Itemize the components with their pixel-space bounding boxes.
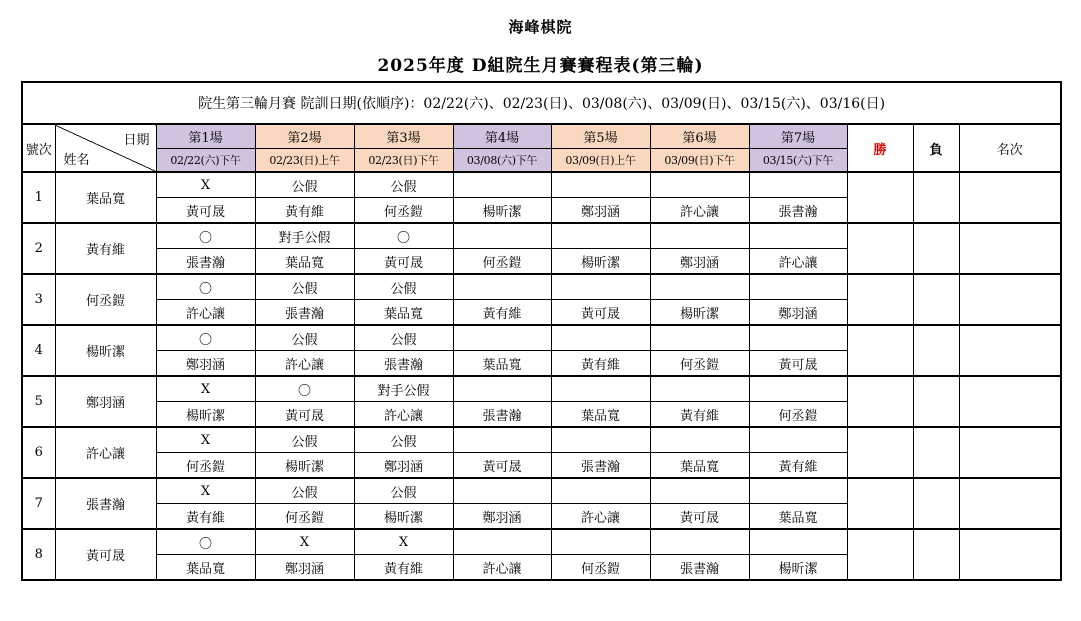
win-count-cell bbox=[847, 274, 913, 325]
result-cell: X bbox=[354, 529, 453, 555]
date-label: 日期 bbox=[123, 133, 150, 148]
player-number: 4 bbox=[22, 325, 55, 376]
opponent-cell: 張書瀚 bbox=[354, 351, 453, 377]
loss-count-cell bbox=[913, 427, 959, 478]
opponent-cell: 何丞鎧 bbox=[650, 351, 749, 377]
result-cell: 公假 bbox=[255, 325, 354, 351]
result-cell bbox=[453, 274, 551, 300]
result-cell bbox=[650, 172, 749, 198]
opponent-cell: 黃有維 bbox=[453, 300, 551, 326]
loss-count-cell bbox=[913, 223, 959, 274]
opponent-cell: 何丞鎧 bbox=[551, 555, 650, 581]
opponent-cell: 何丞鎧 bbox=[255, 504, 354, 530]
rank-cell bbox=[959, 172, 1061, 223]
player-row bbox=[22, 427, 1061, 453]
player-number: 3 bbox=[22, 274, 55, 325]
opponent-cell: 許心讓 bbox=[354, 402, 453, 428]
date-name-corner-header bbox=[55, 124, 156, 172]
opponent-cell: 黃可晟 bbox=[749, 351, 847, 377]
opponent-cell: 鄭羽涵 bbox=[156, 351, 255, 377]
player-name: 黃有維 bbox=[55, 223, 156, 274]
player-row bbox=[22, 478, 1061, 504]
result-cell bbox=[749, 427, 847, 453]
round-date-2: 02/23(日)上午 bbox=[255, 149, 354, 173]
win-count-cell bbox=[847, 325, 913, 376]
opponent-cell: 楊昕潔 bbox=[156, 402, 255, 428]
result-cell: 〇 bbox=[156, 223, 255, 249]
loss-count-cell bbox=[913, 325, 959, 376]
round-date-3: 02/23(日)下午 bbox=[354, 149, 453, 173]
opponent-cell: 葉品寬 bbox=[255, 249, 354, 275]
opponent-cell: 楊昕潔 bbox=[551, 249, 650, 275]
result-cell: X bbox=[156, 172, 255, 198]
opponent-cell: 楊昕潔 bbox=[453, 198, 551, 224]
round-header-4: 第4場 bbox=[453, 124, 551, 149]
opponent-cell: 鄭羽涵 bbox=[453, 504, 551, 530]
loss-count-cell bbox=[913, 478, 959, 529]
player-row bbox=[22, 376, 1061, 402]
result-cell bbox=[551, 478, 650, 504]
win-count-cell bbox=[847, 478, 913, 529]
result-cell bbox=[749, 274, 847, 300]
opponent-cell: 葉品寬 bbox=[650, 453, 749, 479]
rank-cell bbox=[959, 325, 1061, 376]
result-cell: 公假 bbox=[354, 325, 453, 351]
round-header-1: 第1場 bbox=[156, 124, 255, 149]
win-count-cell bbox=[847, 376, 913, 427]
result-cell bbox=[551, 529, 650, 555]
opponent-cell: 張書瀚 bbox=[453, 402, 551, 428]
opponent-cell: 黃有維 bbox=[354, 555, 453, 581]
opponent-cell: 葉品寬 bbox=[551, 402, 650, 428]
rank-column-header: 名次 bbox=[959, 124, 1061, 172]
result-cell bbox=[650, 427, 749, 453]
round-date-6: 03/09(日)下午 bbox=[650, 149, 749, 173]
result-cell bbox=[749, 172, 847, 198]
opponent-cell: 楊昕潔 bbox=[354, 504, 453, 530]
schedule-table bbox=[21, 81, 1062, 581]
player-name: 何丞鎧 bbox=[55, 274, 156, 325]
player-name: 張書瀚 bbox=[55, 478, 156, 529]
result-cell: 對手公假 bbox=[255, 223, 354, 249]
loss-column-header: 負 bbox=[913, 124, 959, 172]
opponent-cell: 何丞鎧 bbox=[749, 402, 847, 428]
result-cell bbox=[453, 478, 551, 504]
opponent-cell: 張書瀚 bbox=[749, 198, 847, 224]
opponent-cell: 鄭羽涵 bbox=[551, 198, 650, 224]
opponent-cell: 葉品寬 bbox=[156, 555, 255, 581]
opponent-cell: 葉品寬 bbox=[749, 504, 847, 530]
result-cell: 公假 bbox=[255, 427, 354, 453]
rank-cell bbox=[959, 529, 1061, 580]
opponent-cell: 鄭羽涵 bbox=[255, 555, 354, 581]
round-header-3: 第3場 bbox=[354, 124, 453, 149]
win-count-cell bbox=[847, 529, 913, 580]
result-cell: 公假 bbox=[255, 172, 354, 198]
player-name: 楊昕潔 bbox=[55, 325, 156, 376]
loss-count-cell bbox=[913, 529, 959, 580]
opponent-cell: 許心讓 bbox=[453, 555, 551, 581]
player-row bbox=[22, 274, 1061, 300]
round-header-6: 第6場 bbox=[650, 124, 749, 149]
opponent-cell: 何丞鎧 bbox=[453, 249, 551, 275]
schedule-title: 2025年度 D組院生月賽賽程表(第三輪) bbox=[377, 56, 704, 76]
result-cell bbox=[650, 376, 749, 402]
round-date-1: 02/22(六)下午 bbox=[156, 149, 255, 173]
win-count-cell bbox=[847, 427, 913, 478]
win-count-cell bbox=[847, 223, 913, 274]
opponent-cell: 黃有維 bbox=[749, 453, 847, 479]
rank-cell bbox=[959, 427, 1061, 478]
player-number: 2 bbox=[22, 223, 55, 274]
opponent-cell: 何丞鎧 bbox=[354, 198, 453, 224]
result-cell bbox=[749, 223, 847, 249]
rank-cell bbox=[959, 376, 1061, 427]
result-cell: 公假 bbox=[354, 172, 453, 198]
round-header-2: 第2場 bbox=[255, 124, 354, 149]
loss-count-cell bbox=[913, 376, 959, 427]
opponent-cell: 黃有維 bbox=[255, 198, 354, 224]
player-number: 8 bbox=[22, 529, 55, 580]
opponent-cell: 許心讓 bbox=[156, 300, 255, 326]
round-header-7: 第7場 bbox=[749, 124, 847, 149]
opponent-cell: 楊昕潔 bbox=[650, 300, 749, 326]
rank-cell bbox=[959, 478, 1061, 529]
result-cell: X bbox=[156, 478, 255, 504]
opponent-cell: 黃可晟 bbox=[650, 504, 749, 530]
opponent-cell: 張書瀚 bbox=[551, 453, 650, 479]
result-cell bbox=[453, 223, 551, 249]
opponent-cell: 黃可晟 bbox=[255, 402, 354, 428]
opponent-cell: 張書瀚 bbox=[156, 249, 255, 275]
opponent-cell: 張書瀚 bbox=[650, 555, 749, 581]
result-cell: 〇 bbox=[354, 223, 453, 249]
opponent-cell: 鄭羽涵 bbox=[354, 453, 453, 479]
round-date-4: 03/08(六)下午 bbox=[453, 149, 551, 173]
name-label: 姓名 bbox=[63, 153, 90, 168]
loss-count-cell bbox=[913, 274, 959, 325]
player-number: 1 bbox=[22, 172, 55, 223]
result-cell bbox=[650, 325, 749, 351]
result-cell bbox=[453, 376, 551, 402]
result-cell bbox=[551, 427, 650, 453]
result-cell bbox=[453, 427, 551, 453]
opponent-cell: 楊昕潔 bbox=[749, 555, 847, 581]
result-cell bbox=[551, 274, 650, 300]
player-row bbox=[22, 529, 1061, 555]
result-cell: 公假 bbox=[354, 274, 453, 300]
player-name: 許心讓 bbox=[55, 427, 156, 478]
result-cell bbox=[453, 325, 551, 351]
result-cell bbox=[749, 376, 847, 402]
result-cell: X bbox=[255, 529, 354, 555]
result-cell: 公假 bbox=[354, 427, 453, 453]
opponent-cell: 許心讓 bbox=[255, 351, 354, 377]
rank-cell bbox=[959, 223, 1061, 274]
result-cell: 〇 bbox=[156, 325, 255, 351]
result-cell: 〇 bbox=[255, 376, 354, 402]
player-number: 7 bbox=[22, 478, 55, 529]
result-cell bbox=[551, 223, 650, 249]
result-cell bbox=[650, 478, 749, 504]
opponent-cell: 張書瀚 bbox=[255, 300, 354, 326]
round-header-5: 第5場 bbox=[551, 124, 650, 149]
result-cell bbox=[650, 223, 749, 249]
round-date-7: 03/15(六)下午 bbox=[749, 149, 847, 173]
rank-cell bbox=[959, 274, 1061, 325]
result-cell: 公假 bbox=[255, 274, 354, 300]
opponent-cell: 葉品寬 bbox=[453, 351, 551, 377]
loss-count-cell bbox=[913, 172, 959, 223]
opponent-cell: 黃可晟 bbox=[156, 198, 255, 224]
player-row bbox=[22, 172, 1061, 198]
opponent-cell: 楊昕潔 bbox=[255, 453, 354, 479]
player-number: 5 bbox=[22, 376, 55, 427]
player-row bbox=[22, 325, 1061, 351]
result-cell: 公假 bbox=[354, 478, 453, 504]
result-cell: 〇 bbox=[156, 529, 255, 555]
opponent-cell: 許心讓 bbox=[650, 198, 749, 224]
result-cell bbox=[551, 376, 650, 402]
opponent-cell: 黃有維 bbox=[551, 351, 650, 377]
opponent-cell: 鄭羽涵 bbox=[650, 249, 749, 275]
win-column-header: 勝 bbox=[847, 124, 913, 172]
result-cell bbox=[453, 172, 551, 198]
result-cell bbox=[749, 325, 847, 351]
opponent-cell: 黃有維 bbox=[156, 504, 255, 530]
result-cell bbox=[650, 274, 749, 300]
opponent-cell: 許心讓 bbox=[551, 504, 650, 530]
win-count-cell bbox=[847, 172, 913, 223]
result-cell bbox=[749, 529, 847, 555]
result-cell: X bbox=[156, 376, 255, 402]
description-row: 院生第三輪月賽 院訓日期(依順序)：02/22(六)、02/23(日)、03/08(六)、03/09(日)、03/15(六)、03/16(日) bbox=[22, 82, 1061, 124]
opponent-cell: 何丞鎧 bbox=[156, 453, 255, 479]
result-cell: X bbox=[156, 427, 255, 453]
opponent-cell: 葉品寬 bbox=[354, 300, 453, 326]
result-cell bbox=[551, 172, 650, 198]
player-name: 鄭羽涵 bbox=[55, 376, 156, 427]
opponent-cell: 許心讓 bbox=[749, 249, 847, 275]
result-cell: 公假 bbox=[255, 478, 354, 504]
result-cell: 〇 bbox=[156, 274, 255, 300]
result-cell bbox=[551, 325, 650, 351]
opponent-cell: 黃有維 bbox=[650, 402, 749, 428]
round-date-5: 03/09(日)上午 bbox=[551, 149, 650, 173]
opponent-cell: 黃可晟 bbox=[551, 300, 650, 326]
org-title: 海峰棋院 bbox=[508, 18, 573, 36]
player-name: 葉品寬 bbox=[55, 172, 156, 223]
result-cell bbox=[453, 529, 551, 555]
player-number: 6 bbox=[22, 427, 55, 478]
number-column-header: 號次 bbox=[22, 124, 55, 172]
result-cell bbox=[650, 529, 749, 555]
opponent-cell: 黃可晟 bbox=[453, 453, 551, 479]
player-name: 黃可晟 bbox=[55, 529, 156, 580]
opponent-cell: 黃可晟 bbox=[354, 249, 453, 275]
opponent-cell: 鄭羽涵 bbox=[749, 300, 847, 326]
result-cell bbox=[749, 478, 847, 504]
player-row bbox=[22, 223, 1061, 249]
result-cell: 對手公假 bbox=[354, 376, 453, 402]
